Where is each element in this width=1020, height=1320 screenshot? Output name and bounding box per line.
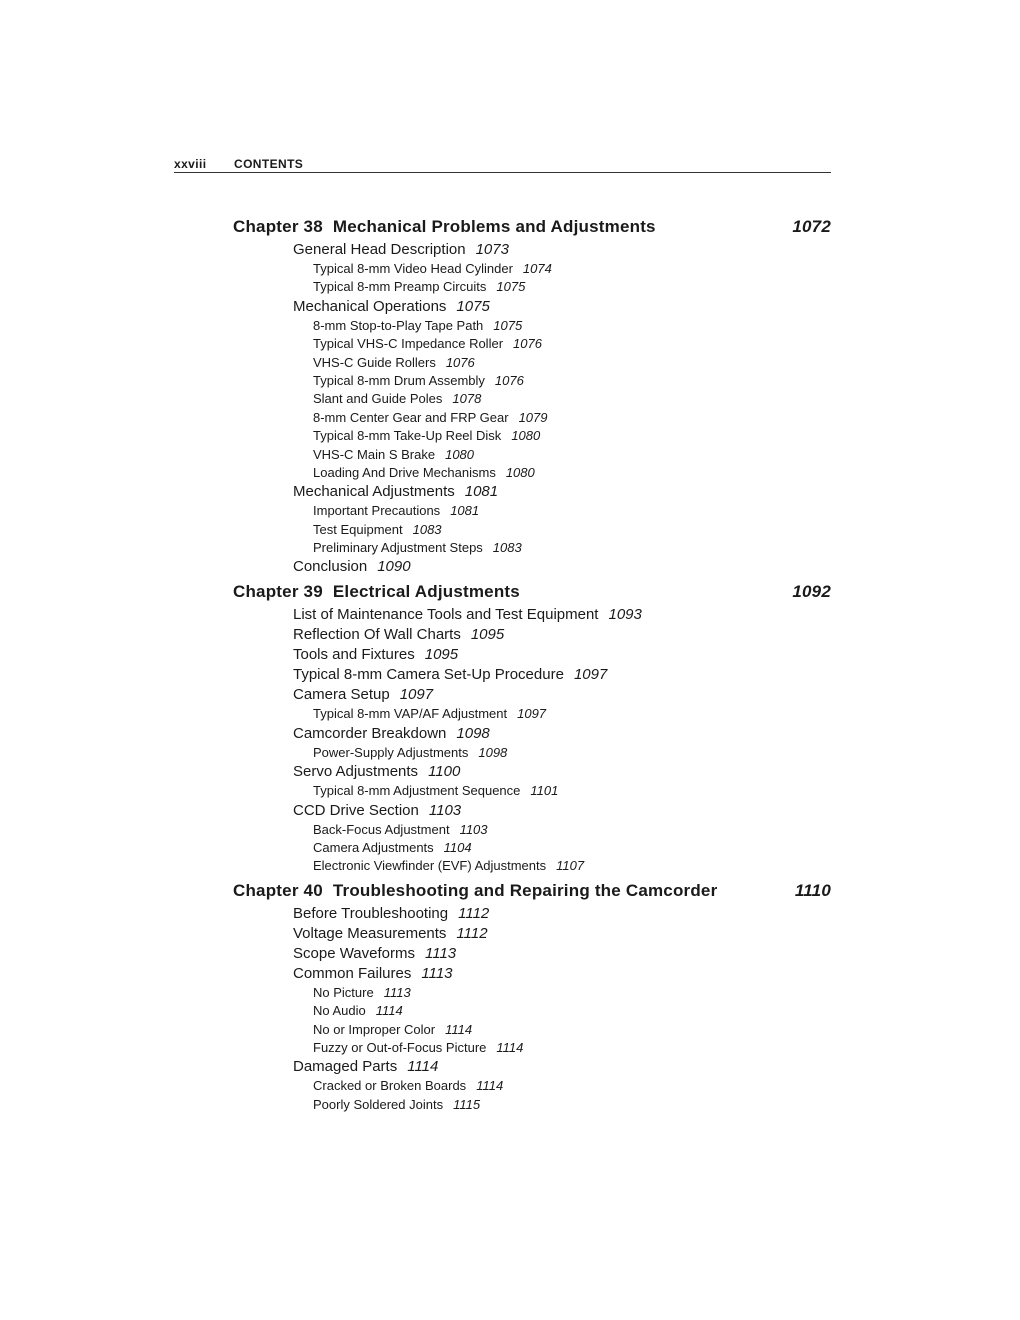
entry-title: Poorly Soldered Joints: [313, 1096, 444, 1112]
entry-title: Electronic Viewfinder (EVF) Adjustments: [313, 858, 547, 874]
entry-title: Before Troubleshooting: [293, 904, 449, 922]
chapter-page-number: 1092: [792, 582, 831, 602]
chapter-page-number: 1110: [794, 880, 831, 900]
entry-page-number: 1103: [459, 821, 488, 837]
entry-title: No Audio: [313, 1003, 366, 1019]
entry-page-number: 1097: [517, 706, 547, 722]
toc-subsection-entry: [313, 372, 831, 390]
toc-subsection-entry: [313, 821, 831, 839]
entry-title: Fuzzy or Out-of-Focus Picture: [313, 1039, 487, 1055]
toc-subsection-entry: [313, 705, 831, 723]
entry-title: General Head Description: [293, 241, 466, 258]
page-folio: xxviii: [174, 157, 207, 171]
toc-section-entry: [293, 924, 831, 944]
entry-page-number: 1101: [530, 783, 559, 799]
chapter-section: [233, 217, 831, 577]
toc-section-entry: [293, 724, 831, 744]
toc-subsection-entry: [313, 260, 831, 278]
entry-page-number: 1075: [493, 317, 523, 333]
entry-page-number: 1073: [475, 241, 509, 258]
toc-section-entry: [293, 964, 831, 984]
chapter-number: Chapter 39: [233, 582, 323, 602]
entry-title: Typical 8-mm Video Head Cylinder: [313, 261, 513, 276]
toc-subsection-entry: [313, 1096, 831, 1114]
entry-title: No or Improper Color: [313, 1021, 436, 1037]
toc-section-entry: [293, 1057, 831, 1077]
entry-title: Preliminary Adjustment Steps: [313, 540, 483, 556]
entry-page-number: 1080: [511, 428, 541, 444]
chapter-number: Chapter 40: [233, 880, 323, 900]
toc-subsection-entry: [313, 984, 831, 1002]
entry-page-number: 1112: [456, 924, 488, 942]
entry-title: Servo Adjustments: [293, 763, 419, 781]
entry-page-number: 1076: [445, 354, 475, 370]
entry-title: Typical 8-mm Adjustment Sequence: [313, 783, 521, 799]
entry-title: Scope Waveforms: [293, 944, 415, 962]
entry-page-number: 1113: [425, 944, 457, 962]
entry-title: Camcorder Breakdown: [293, 724, 447, 742]
entry-page-number: 1074: [522, 261, 552, 276]
toc-section-entry: [293, 605, 831, 625]
toc-subsection-entry: [313, 409, 831, 427]
entry-title: Camera Adjustments: [313, 840, 434, 856]
entry-title: Typical 8-mm Drum Assembly: [313, 372, 485, 388]
toc-section-entry: [293, 240, 831, 260]
chapter-title: Electrical Adjustments: [332, 582, 520, 602]
entry-page-number: 1114: [496, 1039, 524, 1055]
toc-subsection-entry: [313, 464, 831, 482]
toc-section-entry: [293, 297, 831, 317]
entry-page-number: 1080: [445, 446, 475, 462]
entry-title: Important Precautions: [313, 503, 441, 519]
entry-page-number: 1090: [377, 558, 411, 576]
entry-page-number: 1104: [443, 840, 472, 856]
entry-page-number: 1098: [456, 724, 490, 742]
toc-section-entry: [293, 557, 831, 577]
chapter-number: Chapter 38: [233, 217, 323, 236]
toc-subsection-entry: [313, 502, 831, 520]
entry-page-number: 1107: [556, 858, 585, 874]
toc-section-entry: [293, 904, 831, 924]
entry-title: List of Maintenance Tools and Test Equipment: [293, 606, 599, 624]
toc-subsection-entry: [313, 1077, 831, 1095]
entry-page-number: 1076: [513, 336, 542, 352]
toc-section-entry: [293, 762, 831, 782]
entry-page-number: 1113: [421, 964, 453, 982]
entry-title: Power-Supply Adjustments: [313, 744, 469, 760]
entry-page-number: 1093: [608, 606, 642, 624]
entry-page-number: 1114: [407, 1058, 439, 1076]
toc-subsection-entry: [313, 782, 831, 800]
entry-title: VHS-C Main S Brake: [313, 446, 436, 462]
entry-title: Test Equipment: [313, 521, 403, 537]
toc-section-entry: [293, 625, 831, 645]
toc-subsection-entry: [313, 446, 831, 464]
toc-subsection-entry: [313, 1039, 831, 1057]
entry-title: Damaged Parts: [293, 1058, 398, 1076]
entry-page-number: 1100: [428, 763, 461, 781]
toc-subsection-entry: [313, 839, 831, 857]
entry-page-number: 1076: [494, 372, 524, 388]
entry-page-number: 1113: [383, 984, 411, 1000]
entry-title: No Picture: [313, 984, 374, 1000]
entry-page-number: 1078: [452, 391, 482, 407]
toc-subsection-entry: [313, 539, 831, 557]
entry-title: Conclusion: [293, 558, 368, 576]
toc-subsection-entry: [313, 857, 831, 875]
chapter-section: [233, 881, 831, 1114]
toc-section-entry: [293, 482, 831, 502]
entry-page-number: 1081: [450, 503, 480, 519]
entry-title: Typical 8-mm Camera Set-Up Procedure: [293, 666, 564, 684]
running-head-title: CONTENTS: [234, 157, 304, 171]
chapter-title: Troubleshooting and Repairing the Camcorder: [332, 880, 718, 900]
entry-title: Loading And Drive Mechanisms: [313, 464, 496, 480]
toc-section-entry: [293, 685, 831, 705]
chapter-page-number: 1072: [792, 217, 831, 236]
entry-page-number: 1097: [573, 666, 608, 684]
entry-title: Common Failures: [293, 964, 412, 982]
entry-title: 8-mm Center Gear and FRP Gear: [313, 409, 509, 425]
entry-page-number: 1080: [505, 464, 535, 480]
chapter-heading: [233, 217, 831, 240]
toc-subsection-entry: [313, 1002, 831, 1020]
toc-subsection-entry: [313, 335, 831, 353]
entry-title: Camera Setup: [293, 686, 390, 704]
toc-subsection-entry: [313, 1021, 831, 1039]
entry-page-number: 1075: [496, 279, 526, 295]
toc-section-entry: [293, 645, 831, 665]
entry-title: VHS-C Guide Rollers: [313, 354, 436, 370]
entry-page-number: 1081: [464, 483, 499, 501]
entry-page-number: 1112: [458, 904, 490, 922]
chapter-title: Mechanical Problems and Adjustments: [332, 217, 656, 236]
entry-page-number: 1114: [476, 1078, 504, 1094]
entry-title: 8-mm Stop-to-Play Tape Path: [313, 317, 484, 333]
entry-page-number: 1083: [492, 540, 522, 556]
entry-title: Reflection Of Wall Charts: [293, 626, 461, 644]
entry-title: Typical 8-mm Take-Up Reel Disk: [313, 428, 502, 444]
entry-title: Typical 8-mm Preamp Circuits: [313, 279, 487, 295]
entry-title: Tools and Fixtures: [293, 646, 415, 664]
entry-page-number: 1114: [375, 1003, 403, 1019]
entry-title: Typical VHS-C Impedance Roller: [313, 336, 504, 352]
entry-title: Mechanical Operations: [293, 297, 447, 315]
entry-page-number: 1097: [399, 686, 434, 704]
entry-page-number: 1075: [456, 297, 490, 315]
entry-title: Back-Focus Adjustment: [313, 821, 450, 837]
toc-section-entry: [293, 944, 831, 964]
toc-subsection-entry: [313, 390, 831, 408]
table-of-contents: [233, 217, 831, 1119]
toc-subsection-entry: [313, 744, 831, 762]
toc-section-entry: [293, 801, 831, 821]
entry-title: CCD Drive Section: [293, 801, 419, 819]
entry-title: Slant and Guide Poles: [313, 391, 443, 407]
entry-title: Mechanical Adjustments: [293, 483, 455, 501]
toc-subsection-entry: [313, 317, 831, 335]
chapter-heading: [233, 881, 831, 904]
entry-title: Cracked or Broken Boards: [313, 1078, 467, 1094]
entry-page-number: 1095: [424, 646, 459, 664]
chapter-section: [233, 582, 831, 875]
entry-page-number: 1115: [453, 1096, 481, 1112]
toc-subsection-entry: [313, 521, 831, 539]
chapter-heading: [233, 582, 831, 605]
toc-section-entry: [293, 665, 831, 685]
entry-page-number: 1079: [518, 409, 548, 425]
entry-title: Typical 8-mm VAP/AF Adjustment: [313, 706, 508, 722]
entry-page-number: 1083: [412, 521, 442, 537]
entry-page-number: 1114: [445, 1021, 473, 1037]
toc-subsection-entry: [313, 278, 831, 296]
entry-page-number: 1103: [428, 801, 462, 819]
toc-subsection-entry: [313, 427, 831, 445]
toc-subsection-entry: [313, 354, 831, 372]
running-head: [174, 156, 831, 173]
entry-title: Voltage Measurements: [293, 924, 447, 942]
entry-page-number: 1098: [478, 744, 508, 760]
entry-page-number: 1095: [470, 626, 505, 644]
